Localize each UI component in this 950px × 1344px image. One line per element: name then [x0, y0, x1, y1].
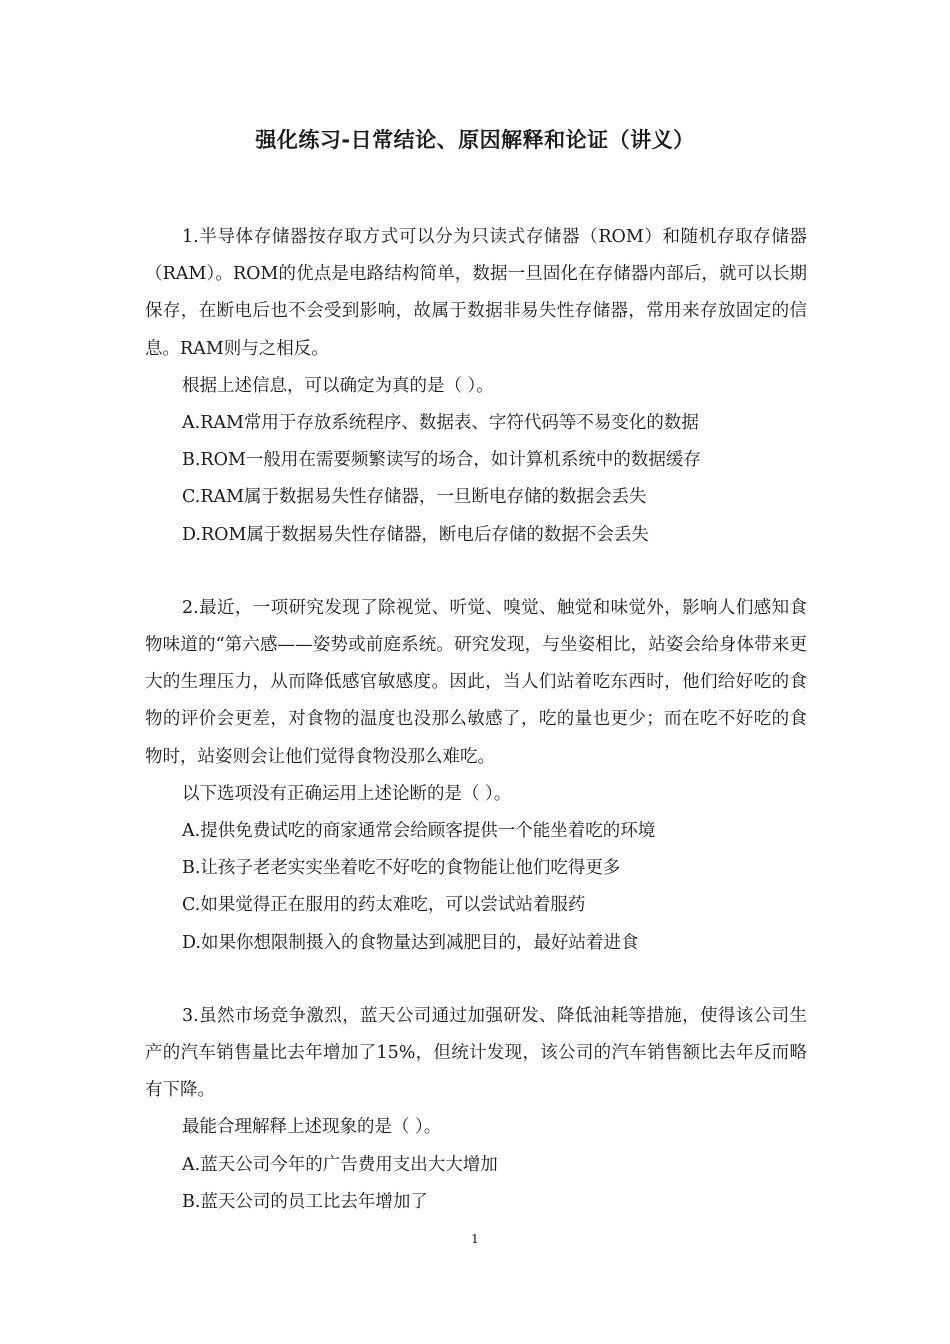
option-c: C.如果觉得正在服用的药太难吃，可以尝试站着服药: [182, 895, 586, 916]
question-3: [145, 998, 807, 1221]
document-body: [145, 219, 807, 1221]
option-d: D.ROM属于数据易失性存储器，断电后存储的数据不会丢失: [182, 524, 649, 545]
question-2: [145, 590, 807, 962]
option-a: A.提供免费试吃的商家通常会给顾客提供一个能坐着吃的环境: [182, 821, 656, 842]
option-c: C.RAM属于数据易失性存储器，一旦断电存储的数据会丢失: [182, 487, 647, 508]
question-prompt: 以下选项没有正确运用上述论断的是（ ）。: [182, 783, 512, 804]
question-prompt: 最能合理解释上述现象的是（ ）。: [182, 1117, 442, 1138]
question-1: [145, 219, 807, 554]
question-stem: 3.虽然市场竞争激烈，蓝天公司通过加强研发、降低油耗等措施，使得该公司生产的汽车销售量比去年增加了15%，但统计发现，该公司的汽车销售额比去年反而略有下降。: [145, 1005, 807, 1101]
option-b: B.蓝天公司的员工比去年增加了: [182, 1191, 428, 1212]
question-stem: 1.半导体存储器按存取方式可以分为只读式存储器（ROM）和随机存取存储器（RAM）。ROM的优点是电路结构简单，数据一旦固化在存储器内部后，就可以长期保存，在断电后也不会受到影响，故属于数据非易失性存储器，常用来存放固定的信息。RAM则与之相反。: [145, 227, 807, 359]
option-a: A.蓝天公司今年的广告费用支出大大增加: [182, 1154, 498, 1175]
question-spacer: [145, 962, 807, 998]
question-prompt: 根据上述信息，可以确定为真的是（ ）。: [182, 375, 494, 396]
question-spacer: [145, 554, 807, 590]
question-stem: 2.最近，一项研究发现了除视觉、听觉、嗅觉、触觉和味觉外，影响人们感知食物味道的“第六感——姿势或前庭系统。研究发现，与坐姿相比，站姿会给身体带来更大的生理压力，从而降低感官敏感度。因此，当人们站着吃东西时，他们给好吃的食物的评价会更差，对食物的温度也没那么敏感了，吃的量也更少；而在吃不好吃的食物时，站姿则会让他们觉得食物没那么难吃。: [145, 597, 807, 767]
option-b: B.ROM一般用在需要频繁读写的场合，如计算机系统中的数据缓存: [182, 450, 701, 471]
option-b: B.让孩子老老实实坐着吃不好吃的食物能让他们吃得更多: [182, 858, 621, 879]
option-d: D.如果你想限制摄入的食物量达到减肥目的，最好站着进食: [182, 932, 639, 953]
option-a: A.RAM常用于存放系统程序、数据表、字符代码等不易变化的数据: [182, 413, 699, 434]
document-title: 强化练习-日常结论、原因解释和论证（讲义）: [255, 128, 695, 152]
page-number: 1: [471, 1232, 479, 1246]
